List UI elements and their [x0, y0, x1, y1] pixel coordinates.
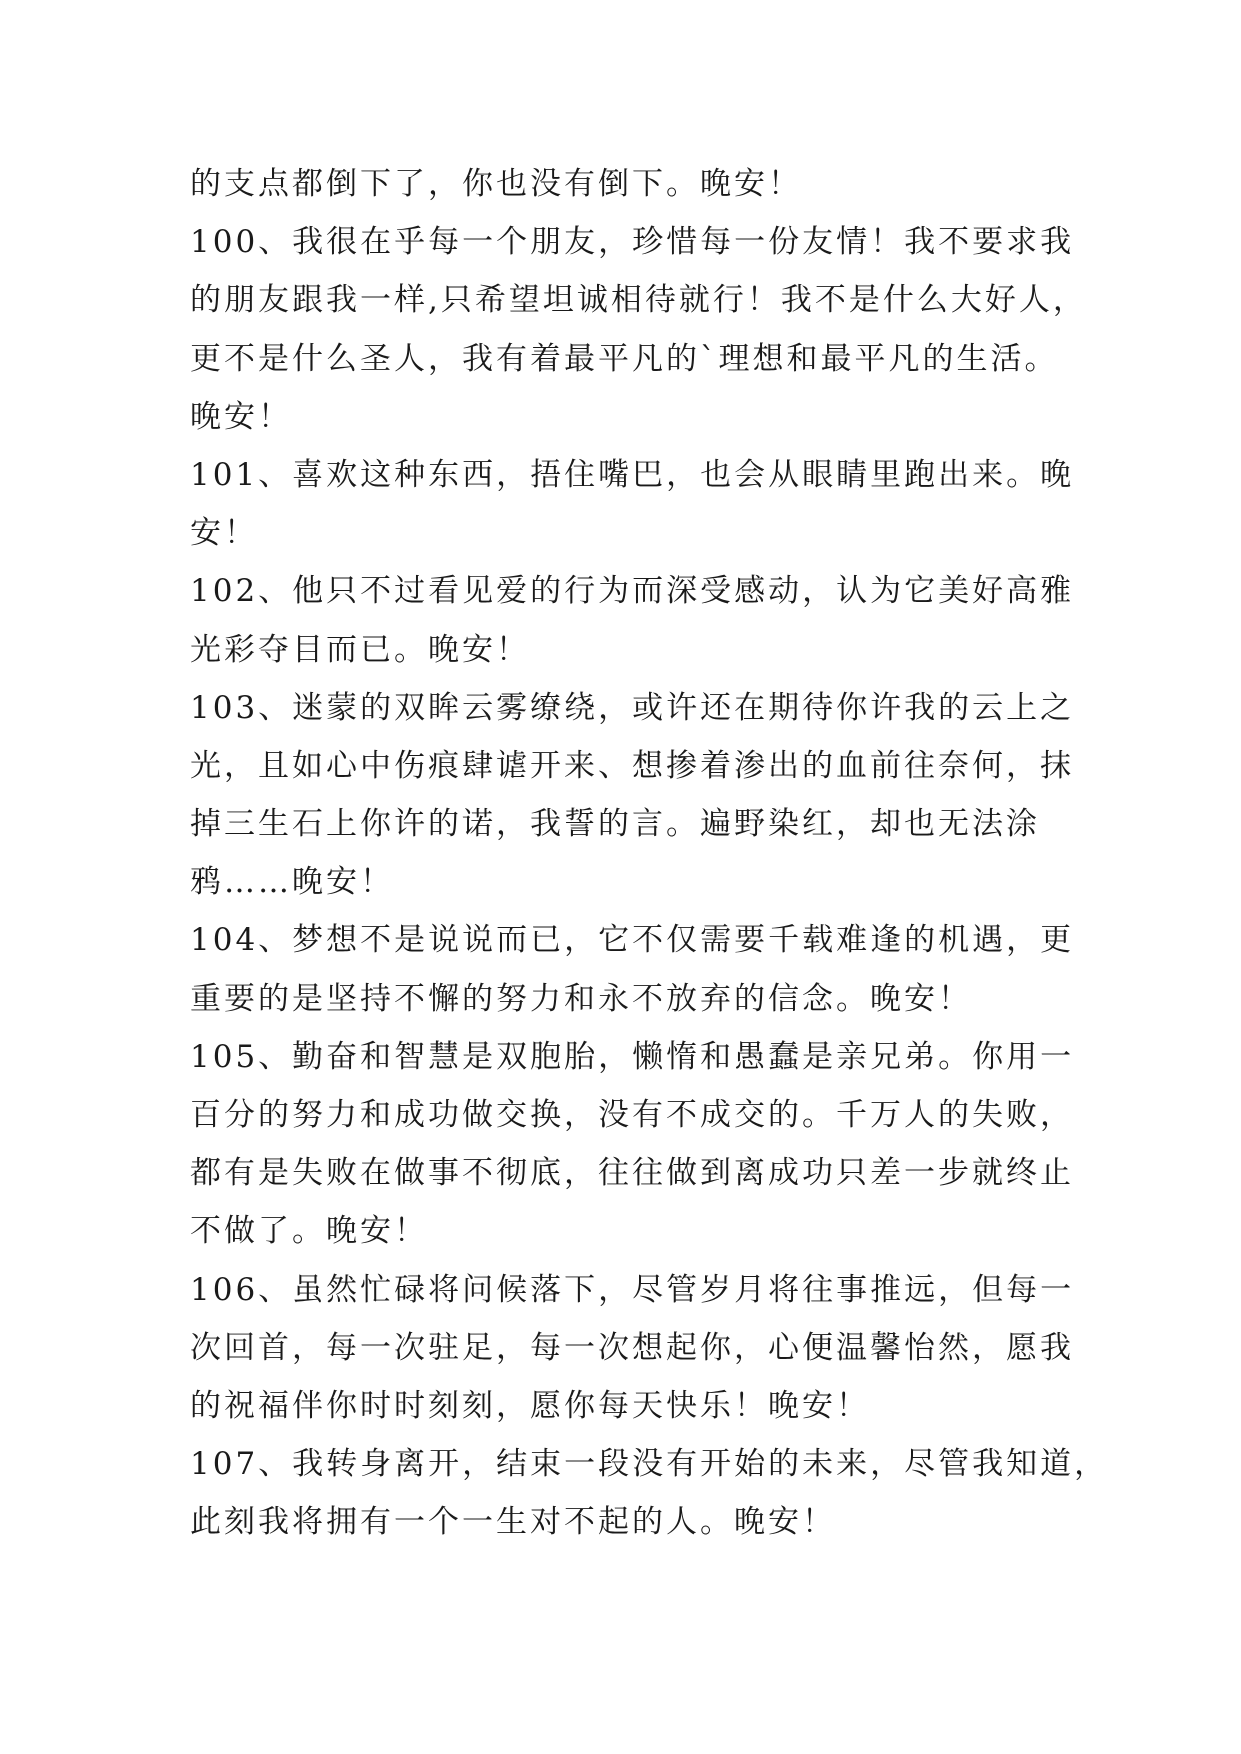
text-line: 102、他只不过看见爱的行为而深受感动，认为它美好高雅 — [190, 573, 1075, 610]
text-line: 掉三生石上你许的诺，我誓的言。遍野染红，却也无法涂 — [190, 806, 1040, 843]
text-line: 101、喜欢这种东西，捂住嘴巴，也会从眼睛里跑出来。晚 — [190, 456, 1075, 493]
text-line: 此刻我将拥有一个一生对不起的人。晚安！ — [190, 1504, 836, 1541]
text-line: 107、我转身离开，结束一段没有开始的未来，尽管我知道， — [190, 1446, 1109, 1483]
text-line: 晚安！ — [190, 398, 292, 435]
text-line: 重要的是坚持不懈的努力和永不放弃的信念。晚安！ — [190, 980, 972, 1017]
text-line: 光彩夺目而已。晚安！ — [190, 631, 530, 668]
text-line: 的祝福伴你时时刻刻，愿你每天快乐！晚安！ — [190, 1387, 870, 1424]
text-line: 104、梦想不是说说而已，它不仅需要千载难逢的机遇，更 — [190, 922, 1075, 959]
text-line: 鸦……晚安！ — [190, 864, 394, 901]
text-line: 都有是失败在做事不彻底，往往做到离成功只差一步就终止 — [190, 1155, 1074, 1192]
text-line: 不做了。晚安！ — [190, 1213, 428, 1250]
text-line: 百分的努力和成功做交换，没有不成交的。千万人的失败， — [190, 1097, 1074, 1133]
text-line: 更不是什么圣人，我有着最平凡的`理想和最平凡的生活。 — [190, 340, 1059, 377]
text-line: 100、我很在乎每一个朋友，珍惜每一份友情！我不要求我 — [190, 224, 1075, 261]
text-line: 光，且如心中伤痕肆谑开来、想掺着渗出的血前往奈何，抹 — [190, 747, 1074, 784]
document-body — [190, 155, 1109, 1552]
text-line: 安！ — [190, 515, 258, 552]
text-line: 105、勤奋和智慧是双胞胎，懒惰和愚蠢是亲兄弟。你用一 — [190, 1038, 1075, 1075]
text-line: 106、虽然忙碌将问候落下，尽管岁月将往事推远，但每一 — [190, 1271, 1075, 1308]
text-line: 的朋友跟我一样,只希望坦诚相待就行！我不是什么大好人， — [190, 282, 1087, 319]
text-line: 的支点都倒下了，你也没有倒下。晚安！ — [190, 166, 802, 202]
text-line: 次回首，每一次驻足，每一次想起你，心便温馨怡然，愿我 — [190, 1329, 1074, 1366]
text-line: 103、迷蒙的双眸云雾缭绕，或许还在期待你许我的云上之 — [190, 689, 1075, 726]
